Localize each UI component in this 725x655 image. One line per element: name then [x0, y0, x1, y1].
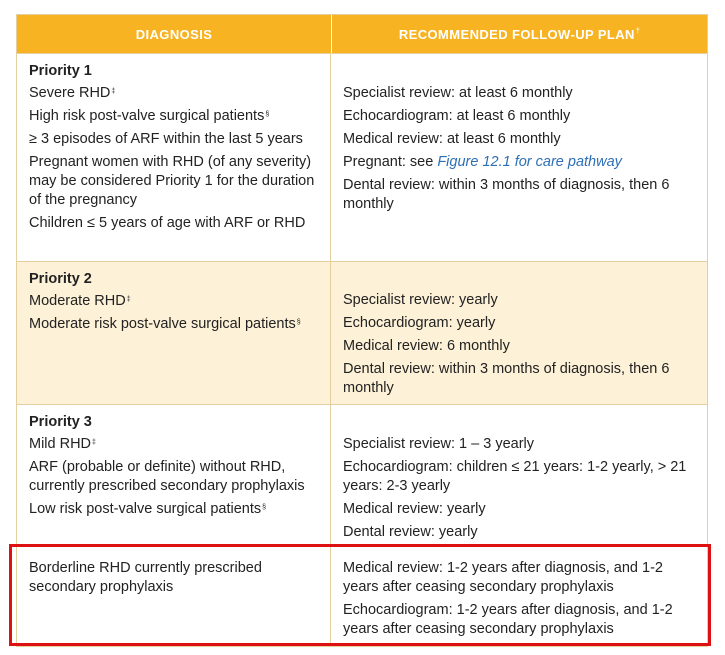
diagnosis-cell [17, 547, 331, 646]
priority-title: Priority 1 [29, 63, 92, 79]
table-row-priority-2 [17, 261, 707, 404]
table-row-borderline [17, 546, 707, 646]
header-plan-mark: † [635, 27, 641, 35]
diagnosis-item: Pregnant women with RHD (of any severity) may be considered Priority 1 for the duration of the pregnancy [29, 154, 315, 208]
plan-cell [331, 54, 707, 261]
diagnosis-item: ARF (probable or definite) without RHD, currently prescribed secondary prophylaxis [29, 459, 305, 494]
diagnosis-item: Borderline RHD currently prescribed secondary prophylaxis [29, 560, 262, 595]
priority-title: Priority 2 [29, 271, 92, 287]
header-plan-label: RECOMMENDED FOLLOW-UP PLAN [398, 26, 635, 42]
plan-item: Medical review: at least 6 monthly [343, 131, 561, 147]
plan-item: Specialist review: at least 6 monthly [343, 85, 573, 101]
diagnosis-cell [17, 262, 331, 404]
plan-item: Dental review: within 3 months of diagnosis, then 6 monthly [343, 177, 670, 212]
plan-item: Medical review: 6 monthly [343, 338, 510, 354]
diagnosis-item: ≥ 3 episodes of ARF within the last 5 years [29, 131, 303, 147]
plan-cell [331, 405, 707, 546]
plan-cell [331, 547, 707, 646]
diagnosis-cell [17, 405, 331, 546]
diagnosis-item: Severe RHD‡ [29, 85, 116, 101]
diagnosis-item: High risk post-valve surgical patients§ [29, 108, 270, 124]
plan-item: Specialist review: yearly [343, 292, 498, 308]
plan-item: Echocardiogram: children ≤ 21 years: 1-2 yearly, > 21 years: 2-3 yearly [343, 459, 687, 494]
follow-up-table [16, 14, 708, 647]
diagnosis-cell [17, 54, 331, 261]
plan-item: Dental review: within 3 months of diagnosis, then 6 monthly [343, 361, 670, 396]
table-row-priority-3 [17, 404, 707, 546]
plan-item: Medical review: yearly [343, 501, 486, 517]
plan-item: Echocardiogram: yearly [343, 315, 496, 331]
priority-title: Priority 3 [29, 414, 92, 430]
figure-link[interactable]: Figure 12.1 for care pathway [437, 154, 622, 170]
header-plan [332, 15, 707, 53]
diagnosis-item: Moderate RHD‡ [29, 293, 131, 309]
plan-item: Specialist review: 1 – 3 yearly [343, 436, 534, 452]
plan-item: Pregnant: see Figure 12.1 for care pathway [343, 154, 622, 170]
diagnosis-item: Mild RHD‡ [29, 436, 96, 452]
plan-item: Medical review: 1-2 years after diagnosis, and 1-2 years after ceasing secondary prophylaxis [343, 560, 663, 595]
header-diagnosis [17, 15, 332, 53]
header-diagnosis-label: DIAGNOSIS [135, 26, 213, 42]
table-header [17, 15, 707, 53]
plan-item: Echocardiogram: 1-2 years after diagnosis, and 1-2 years after ceasing secondary prophylaxis [343, 602, 673, 637]
diagnosis-item: Low risk post-valve surgical patients§ [29, 501, 267, 517]
diagnosis-item: Moderate risk post-valve surgical patients§ [29, 316, 301, 332]
plan-item: Dental review: yearly [343, 524, 478, 540]
plan-cell [331, 262, 707, 404]
diagnosis-item: Children ≤ 5 years of age with ARF or RHD [29, 215, 306, 231]
plan-item: Echocardiogram: at least 6 monthly [343, 108, 571, 124]
table-row-priority-1 [17, 53, 707, 261]
